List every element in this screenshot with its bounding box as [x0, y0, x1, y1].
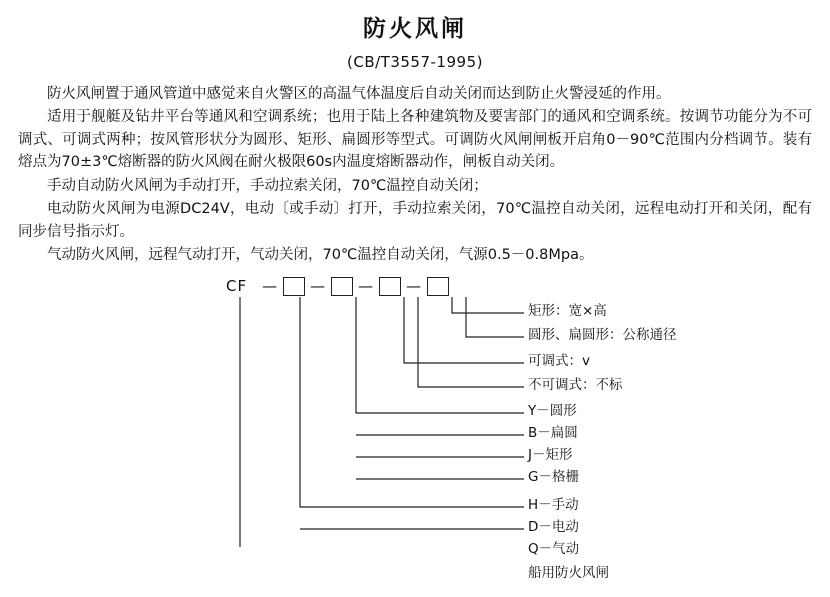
label-shape-grille: G－格栅	[528, 468, 579, 485]
standard-code: (CB/T3557-1995)	[347, 53, 483, 71]
paragraph-2: 适用于舰艇及钻井平台等通风和空调系统；也用于陆上各种建筑物及要害部门的通风和空调系统。按调节功能分为不可调式、可调式两种；按风管形状分为圆形、矩形、扁圆形等型式。可调防火风闸闸板开启角0－90℃范围内分档调节。装有熔点为70±3℃熔断器的防火风阀在耐火极限60s内温度熔断器动作，闸板自动关闭。	[18, 109, 812, 171]
code-separator-4: —	[406, 277, 423, 296]
label-drive-manual: H－手动	[528, 496, 579, 513]
paragraph-3: 手动自动防火风闸为手动打开，手动拉索关闭，70℃温控自动关闭；	[47, 177, 488, 194]
code-separator-3: —	[358, 277, 375, 296]
code-separator-2: —	[310, 277, 327, 296]
body-text	[18, 83, 812, 267]
paragraph-5: 气动防火风闸，远程气动打开，气动关闭，70℃温控自动关闭，气源0.5－0.8Mpa。	[47, 247, 594, 264]
label-shape-rect: J－矩形	[528, 446, 573, 463]
label-rect-size: 矩形：宽×高	[528, 302, 607, 319]
leader-lines	[0, 277, 830, 547]
label-adjustable: 可调式：v	[528, 352, 590, 369]
label-product-name: 船用防火风闸	[528, 564, 609, 581]
label-shape-flat-round: B－扁圆	[528, 424, 578, 441]
label-drive-electric: D－电动	[528, 518, 579, 535]
paragraph-4: 电动防火风闸为电源DC24V，电动〔或手动〕打开，手动拉索关闭，70℃温控自动关闭，远程电动打开和关闭，配有同步信号指示灯。	[18, 201, 812, 240]
code-prefix: CF	[226, 277, 248, 296]
document-page	[0, 10, 830, 597]
paragraph-1: 防火风闸置于通风管道中感觉来自火警区的高温气体温度后自动关闭而达到防止火警浸延的作用。	[47, 86, 671, 102]
label-round-diameter: 圆形、扁圆形：公称通径	[528, 326, 677, 343]
page-title: 防火风闸	[363, 16, 467, 42]
model-code-diagram	[0, 277, 830, 581]
label-non-adjustable: 不可调式：不标	[528, 376, 623, 393]
code-separator-1: —	[262, 277, 279, 296]
label-drive-pneumatic: Q－气动	[528, 540, 580, 557]
label-shape-round: Y－圆形	[528, 402, 577, 419]
